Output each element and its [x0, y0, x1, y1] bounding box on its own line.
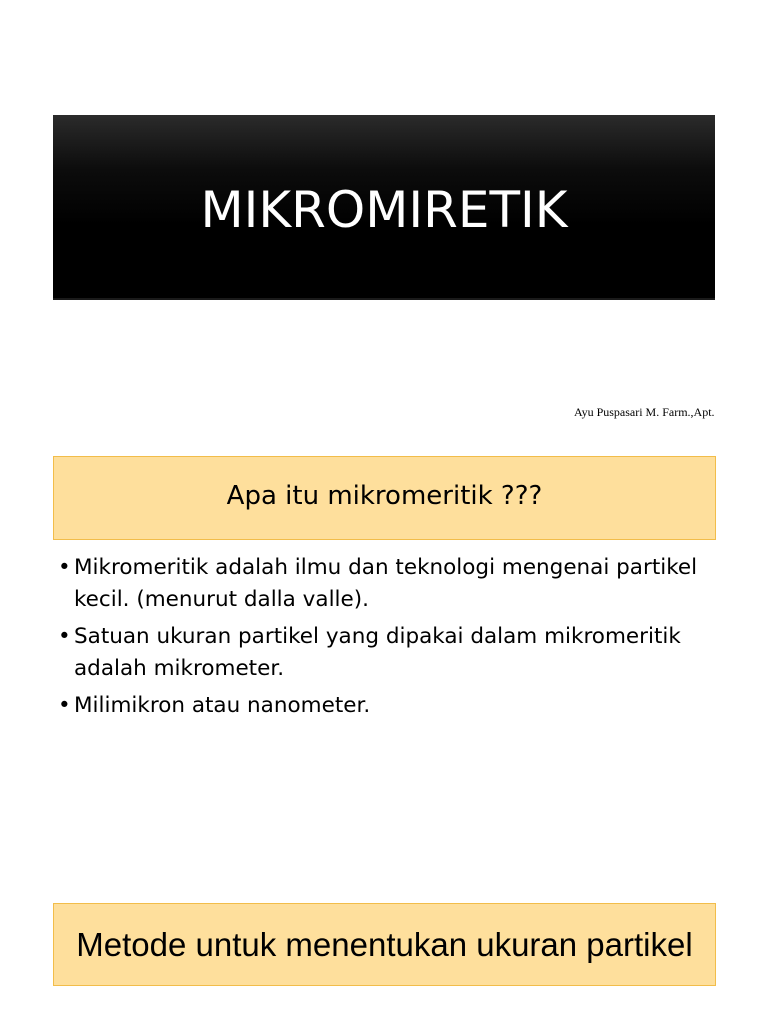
bullet-item	[58, 690, 698, 722]
section-heading-1: Apa itu mikromeritik ???	[226, 481, 543, 511]
section-heading-box-2	[53, 903, 716, 986]
bullet-marker: •	[58, 555, 71, 580]
section-heading-box-1	[53, 456, 716, 540]
bullet-list	[58, 552, 698, 727]
bullet-text: Satuan ukuran partikel yang dipakai dalam mikromeritik adalah mikrometer.	[74, 624, 681, 681]
bullet-item	[58, 552, 698, 616]
bullet-marker: •	[58, 693, 71, 718]
slide-title: MIKROMIRETIK	[200, 180, 568, 239]
bullet-text: Mikromeritik adalah ilmu dan teknologi mengenai partikel kecil. (menurut dalla valle).	[74, 555, 698, 612]
section-heading-2: Metode untuk menentukan ukuran partikel	[76, 925, 693, 963]
bullet-item	[58, 621, 698, 685]
title-banner	[53, 115, 715, 300]
bullet-text: Milimikron atau nanometer.	[74, 693, 371, 718]
bullet-marker: •	[58, 624, 71, 649]
author-credit: Ayu Puspasari M. Farm.,Apt.	[574, 405, 715, 419]
